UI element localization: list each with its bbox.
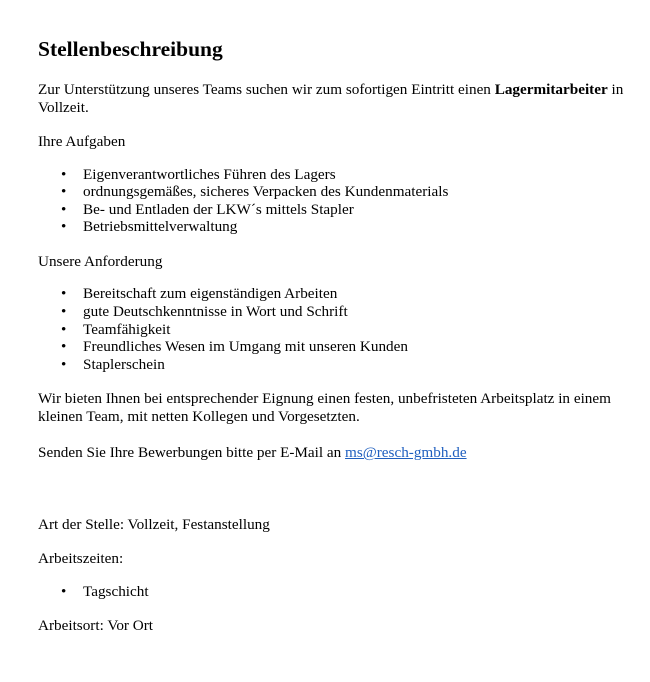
apply-text: Senden Sie Ihre Bewerbungen bitte per E-Mail an bbox=[38, 444, 346, 462]
apply-paragraph bbox=[38, 444, 638, 462]
list-item: • ordnungsgemäßes, sicheres Verpacken des Kundenmaterials bbox=[83, 183, 638, 201]
list-item: • Staplerschein bbox=[83, 356, 638, 374]
job-type: Art der Stelle: Vollzeit, Festanstellung bbox=[38, 515, 270, 533]
list-item: • Eigenverantwortliches Führen des Lagers bbox=[83, 166, 638, 184]
list-item: • Be- und Entladen der LKW´s mittels Stapler bbox=[83, 201, 638, 219]
list-item: • Tagschicht bbox=[83, 583, 638, 601]
intro-paragraph bbox=[38, 81, 638, 116]
list-item: • Betriebsmittelverwaltung bbox=[83, 218, 638, 236]
intro-text-start: Zur Unterstützung unseres Teams suchen wir zum sofortigen Eintritt einen bbox=[38, 81, 495, 98]
requirements-list bbox=[38, 285, 638, 373]
list-item: • Teamfähigkeit bbox=[83, 321, 638, 339]
job-title-bold: Lagermitarbeiter bbox=[494, 81, 608, 98]
requirements-heading: Unsere Anforderung bbox=[38, 252, 163, 270]
hours-list bbox=[38, 583, 638, 601]
offer-paragraph: Wir bieten Ihnen bei entsprechender Eignung einen festen, unbefristeten Arbeitsplatz in einem kleinen Team, mit netten Kollegen und Vorgesetzten. bbox=[38, 390, 611, 425]
hours-heading: Arbeitszeiten: bbox=[38, 550, 124, 568]
list-item: • Bereitschaft zum eigenständigen Arbeiten bbox=[83, 285, 638, 303]
work-location: Arbeitsort: Vor Ort bbox=[38, 617, 154, 635]
list-item: • gute Deutschkenntnisse in Wort und Schrift bbox=[83, 303, 638, 321]
tasks-heading: Ihre Aufgaben bbox=[38, 133, 126, 150]
page-title: Stellenbeschreibung bbox=[38, 37, 223, 61]
job-description-document bbox=[38, 36, 638, 635]
email-link[interactable]: ms@resch-gmbh.de bbox=[345, 444, 467, 462]
intro-text-end: in Vollzeit. bbox=[38, 81, 624, 116]
tasks-list bbox=[38, 166, 638, 236]
list-item: • Freundliches Wesen im Umgang mit unseren Kunden bbox=[83, 338, 638, 356]
